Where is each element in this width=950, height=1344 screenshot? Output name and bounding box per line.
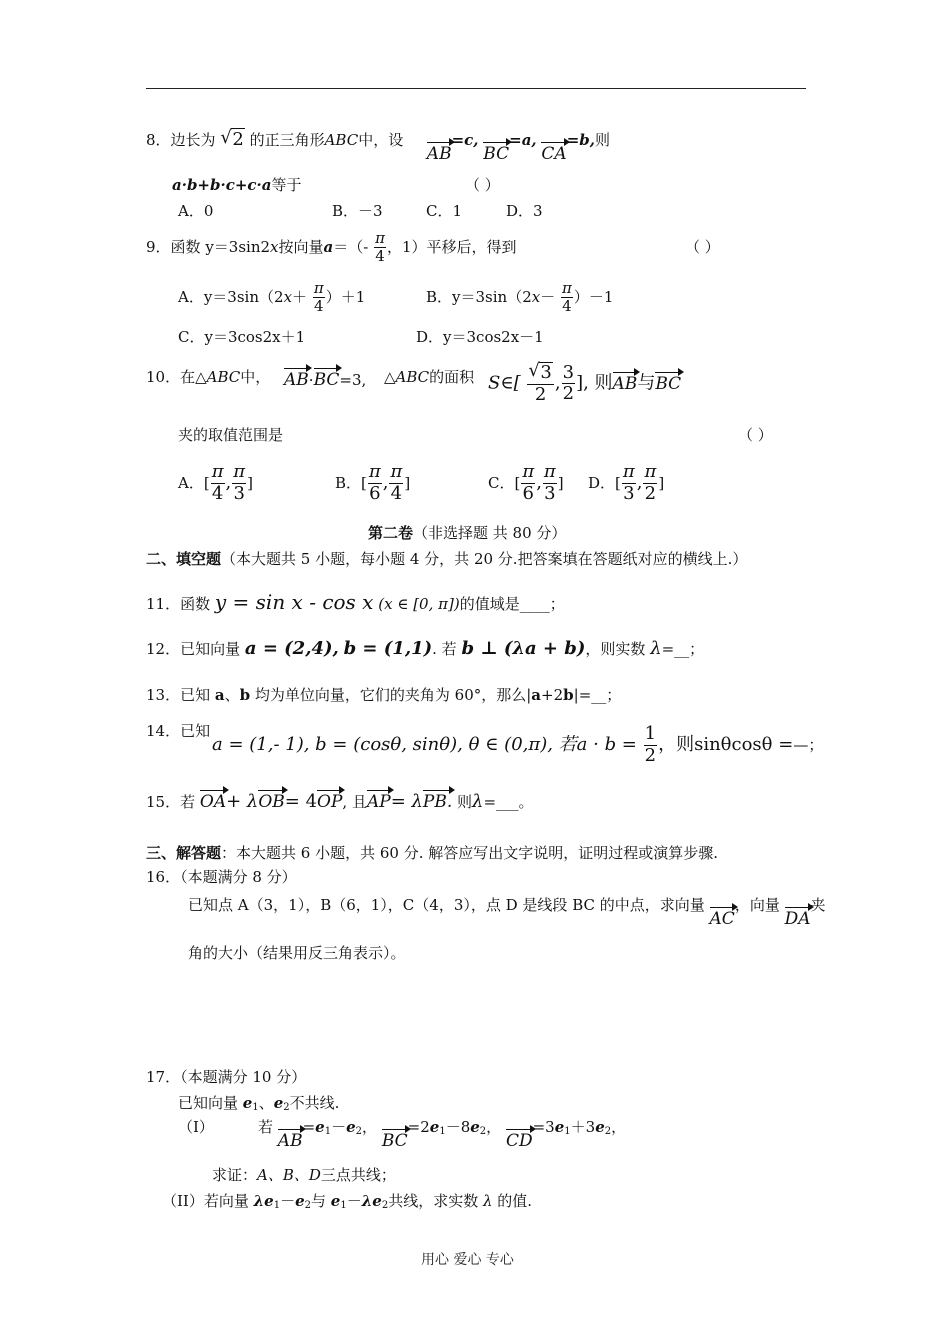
- q9-option-a: A．y＝3sin（2x＋ $\frac{\pi}{4}$ ）＋1: [178, 279, 366, 316]
- q8-answer-paren: （ ）: [465, 176, 500, 194]
- q9-option-b: B．y＝3sin（2x－ $\frac{\pi}{4}$ ）－1: [426, 279, 614, 316]
- q12-vector-b: b = (1,1): [343, 638, 433, 659]
- q16-line1: 已知点 A（3，1），B（6，1），C（4，3），点 D 是线段 BC 的中点，求向量 AC，向量 DA夹: [188, 896, 826, 929]
- q10-area-label: △ABC的面积: [384, 368, 475, 386]
- vector-cd: CD: [505, 1131, 533, 1151]
- q17-header: 17．（本题满分 10 分）: [146, 1068, 307, 1086]
- q17-part2: （II）若向量 $\lambda e_1-e_2$与 $e_1-\lambda e_2$共线，求实数 λ 的值.: [162, 1192, 533, 1211]
- q12-perpendicular: b ⊥ (λa + b): [461, 638, 586, 659]
- vector-pb: PB.: [422, 792, 453, 812]
- fraction-1-over-2: $\frac{1}{2}$: [644, 723, 657, 766]
- vector-op: OP: [317, 792, 343, 812]
- q12-number: 12．: [146, 640, 181, 658]
- q11: 11．函数 y = sin x - cos x (x ∈ [0, π])的值域是____；: [146, 590, 565, 614]
- fraction-pi-over-4: $\frac{\pi}{4}$: [375, 229, 385, 266]
- q10-dot-product: AB·BC=3,: [284, 370, 367, 390]
- vector-ab: AB: [277, 1131, 303, 1151]
- q9-answer-paren: （ ）: [685, 238, 720, 256]
- vector-ab: AB: [612, 373, 638, 394]
- fraction-sqrt3-over-2: √ $\frac{3}{2}$: [527, 362, 553, 405]
- q8-number: 8．: [146, 131, 171, 149]
- q17-prove: 求证：A、B、D三点共线；: [212, 1166, 396, 1184]
- q8-line2: a·b+b·c+c·a等于: [172, 176, 302, 194]
- q13: 13．已知 a、b 均为单位向量，它们的夹角为 60°，那么|a+2b|=__；: [146, 686, 622, 704]
- vector-oa: OA: [199, 792, 227, 812]
- q16-header: 16．（本题满分 8 分）: [146, 868, 297, 886]
- q12-vector-a: a = (2,4),: [244, 638, 339, 659]
- q12: 12．已知向量 a = (2,4), b = (1,1). 若 b ⊥ (λa + b)，则实数 λ=__；: [146, 638, 705, 659]
- vector-bc: BC: [381, 1131, 408, 1151]
- vector-bc: BC: [655, 373, 682, 394]
- q8-option-d: D．3: [506, 202, 543, 220]
- vector-ap: AP: [366, 792, 391, 812]
- q9-number: 9．: [146, 237, 171, 256]
- q11-expression: y = sin x - cos x: [214, 590, 374, 614]
- vector-ca: CA: [541, 144, 567, 164]
- q8-expression: a·b+b·c+c·a: [172, 176, 272, 194]
- page-footer: 用心 爱心 专心: [421, 1252, 514, 1268]
- q10-option-c: C．[ $\frac{\pi}{6}$ , $\frac{\pi}{3}$ ]: [488, 461, 564, 504]
- section3-heading: 三、解答题：本大题共 6 小题，共 60 分. 解答应写出文字说明，证明过程或演算步骤.: [146, 844, 719, 862]
- section2-heading: 二、填空题（本大题共 5 小题，每小题 4 分，共 20 分.把答案填在答题纸对应的横线上.）: [146, 550, 748, 568]
- q9-line1: 9．函数 y＝3sin2x按向量a＝（- $\frac{\pi}{4}$ ，1）平移后，得到: [146, 229, 517, 266]
- vector-ab: AB: [426, 144, 452, 164]
- vector-ac: AC: [709, 909, 735, 929]
- q9-option-d: D．y＝3cos2x－1: [416, 328, 544, 346]
- fraction-pi-over-4: $\frac{\pi}{4}$: [313, 279, 324, 316]
- q8-option-b: B．－3: [332, 202, 383, 220]
- header-rule: [146, 88, 806, 89]
- q15-number: 15．: [146, 793, 181, 811]
- vector-da: DA: [784, 909, 811, 929]
- q9-option-c: C．y＝3cos2x＋1: [178, 328, 306, 346]
- vector-bc: BC: [313, 370, 340, 390]
- part2-heading: 第二卷（非选择题 共 80 分）: [368, 524, 567, 542]
- q17-line1: 已知向量 $e_1$、$e_2$不共线.: [178, 1094, 340, 1113]
- q10-option-a: A．[ $\frac{\pi}{4}$ , $\frac{\pi}{3}$ ]: [178, 461, 253, 504]
- q17-part1-label: （I）: [178, 1118, 214, 1136]
- q17-number: 17．: [146, 1068, 181, 1086]
- q14-number: 14．: [146, 722, 181, 740]
- fraction-3-over-2: $\frac{3}{2}$: [562, 361, 575, 405]
- q17-part1-vectors: 若 $AB=e_1-e_2$， $BC=2e_1-8e_2$， $CD=3e_1+3e_2$，: [258, 1118, 627, 1151]
- q10-line2: 夹的取值范围是: [178, 426, 284, 444]
- q14: 14．已知: [146, 722, 211, 740]
- vector-ob: OB: [258, 792, 285, 812]
- q16-number: 16．: [146, 868, 181, 886]
- q10-option-d: D．[ $\frac{\pi}{3}$ , $\frac{\pi}{2}$ ]: [588, 461, 665, 504]
- q14-expression: a = (1,- 1), b = (cosθ, sinθ), θ ∈ (0,π), 若a · b = $\frac{1}{2}$ ，则sinθcosθ =—；: [212, 723, 824, 766]
- q8-line1: 8．边长为 √ 2 的正三角形ABC中，设 AB=c, BC=a, CA=b,则: [146, 128, 610, 164]
- q10-option-b: B．[ $\frac{\pi}{6}$ , $\frac{\pi}{4}$ ]: [335, 461, 411, 504]
- q16-line2: 角的大小（结果用反三角表示）。: [188, 944, 406, 962]
- q8-option-a: A．0: [178, 202, 214, 220]
- fraction-pi-over-4: $\frac{\pi}{4}$: [562, 279, 572, 316]
- q11-condition: (x ∈ [0, π]): [378, 595, 460, 613]
- vector-ab: AB: [284, 370, 309, 390]
- q8-option-c: C．1: [426, 202, 463, 220]
- vector-bc: BC: [483, 144, 510, 164]
- q11-number: 11．: [146, 595, 181, 613]
- q15: 15．若 OA+ λOB= 4OP, 且AP= λPB. 则λ=___。: [146, 791, 534, 812]
- q10-interval: S∈[ √ $\frac{3}{2}$ , $\frac{3}{2}$ ], 则AB与BC: [488, 362, 681, 405]
- q10-answer-paren: （ ）: [738, 426, 773, 444]
- q10-line1: 10．在△ABC中，: [146, 368, 271, 386]
- q10-number: 10．: [146, 368, 181, 386]
- sqrt-2: √ 2: [220, 128, 244, 151]
